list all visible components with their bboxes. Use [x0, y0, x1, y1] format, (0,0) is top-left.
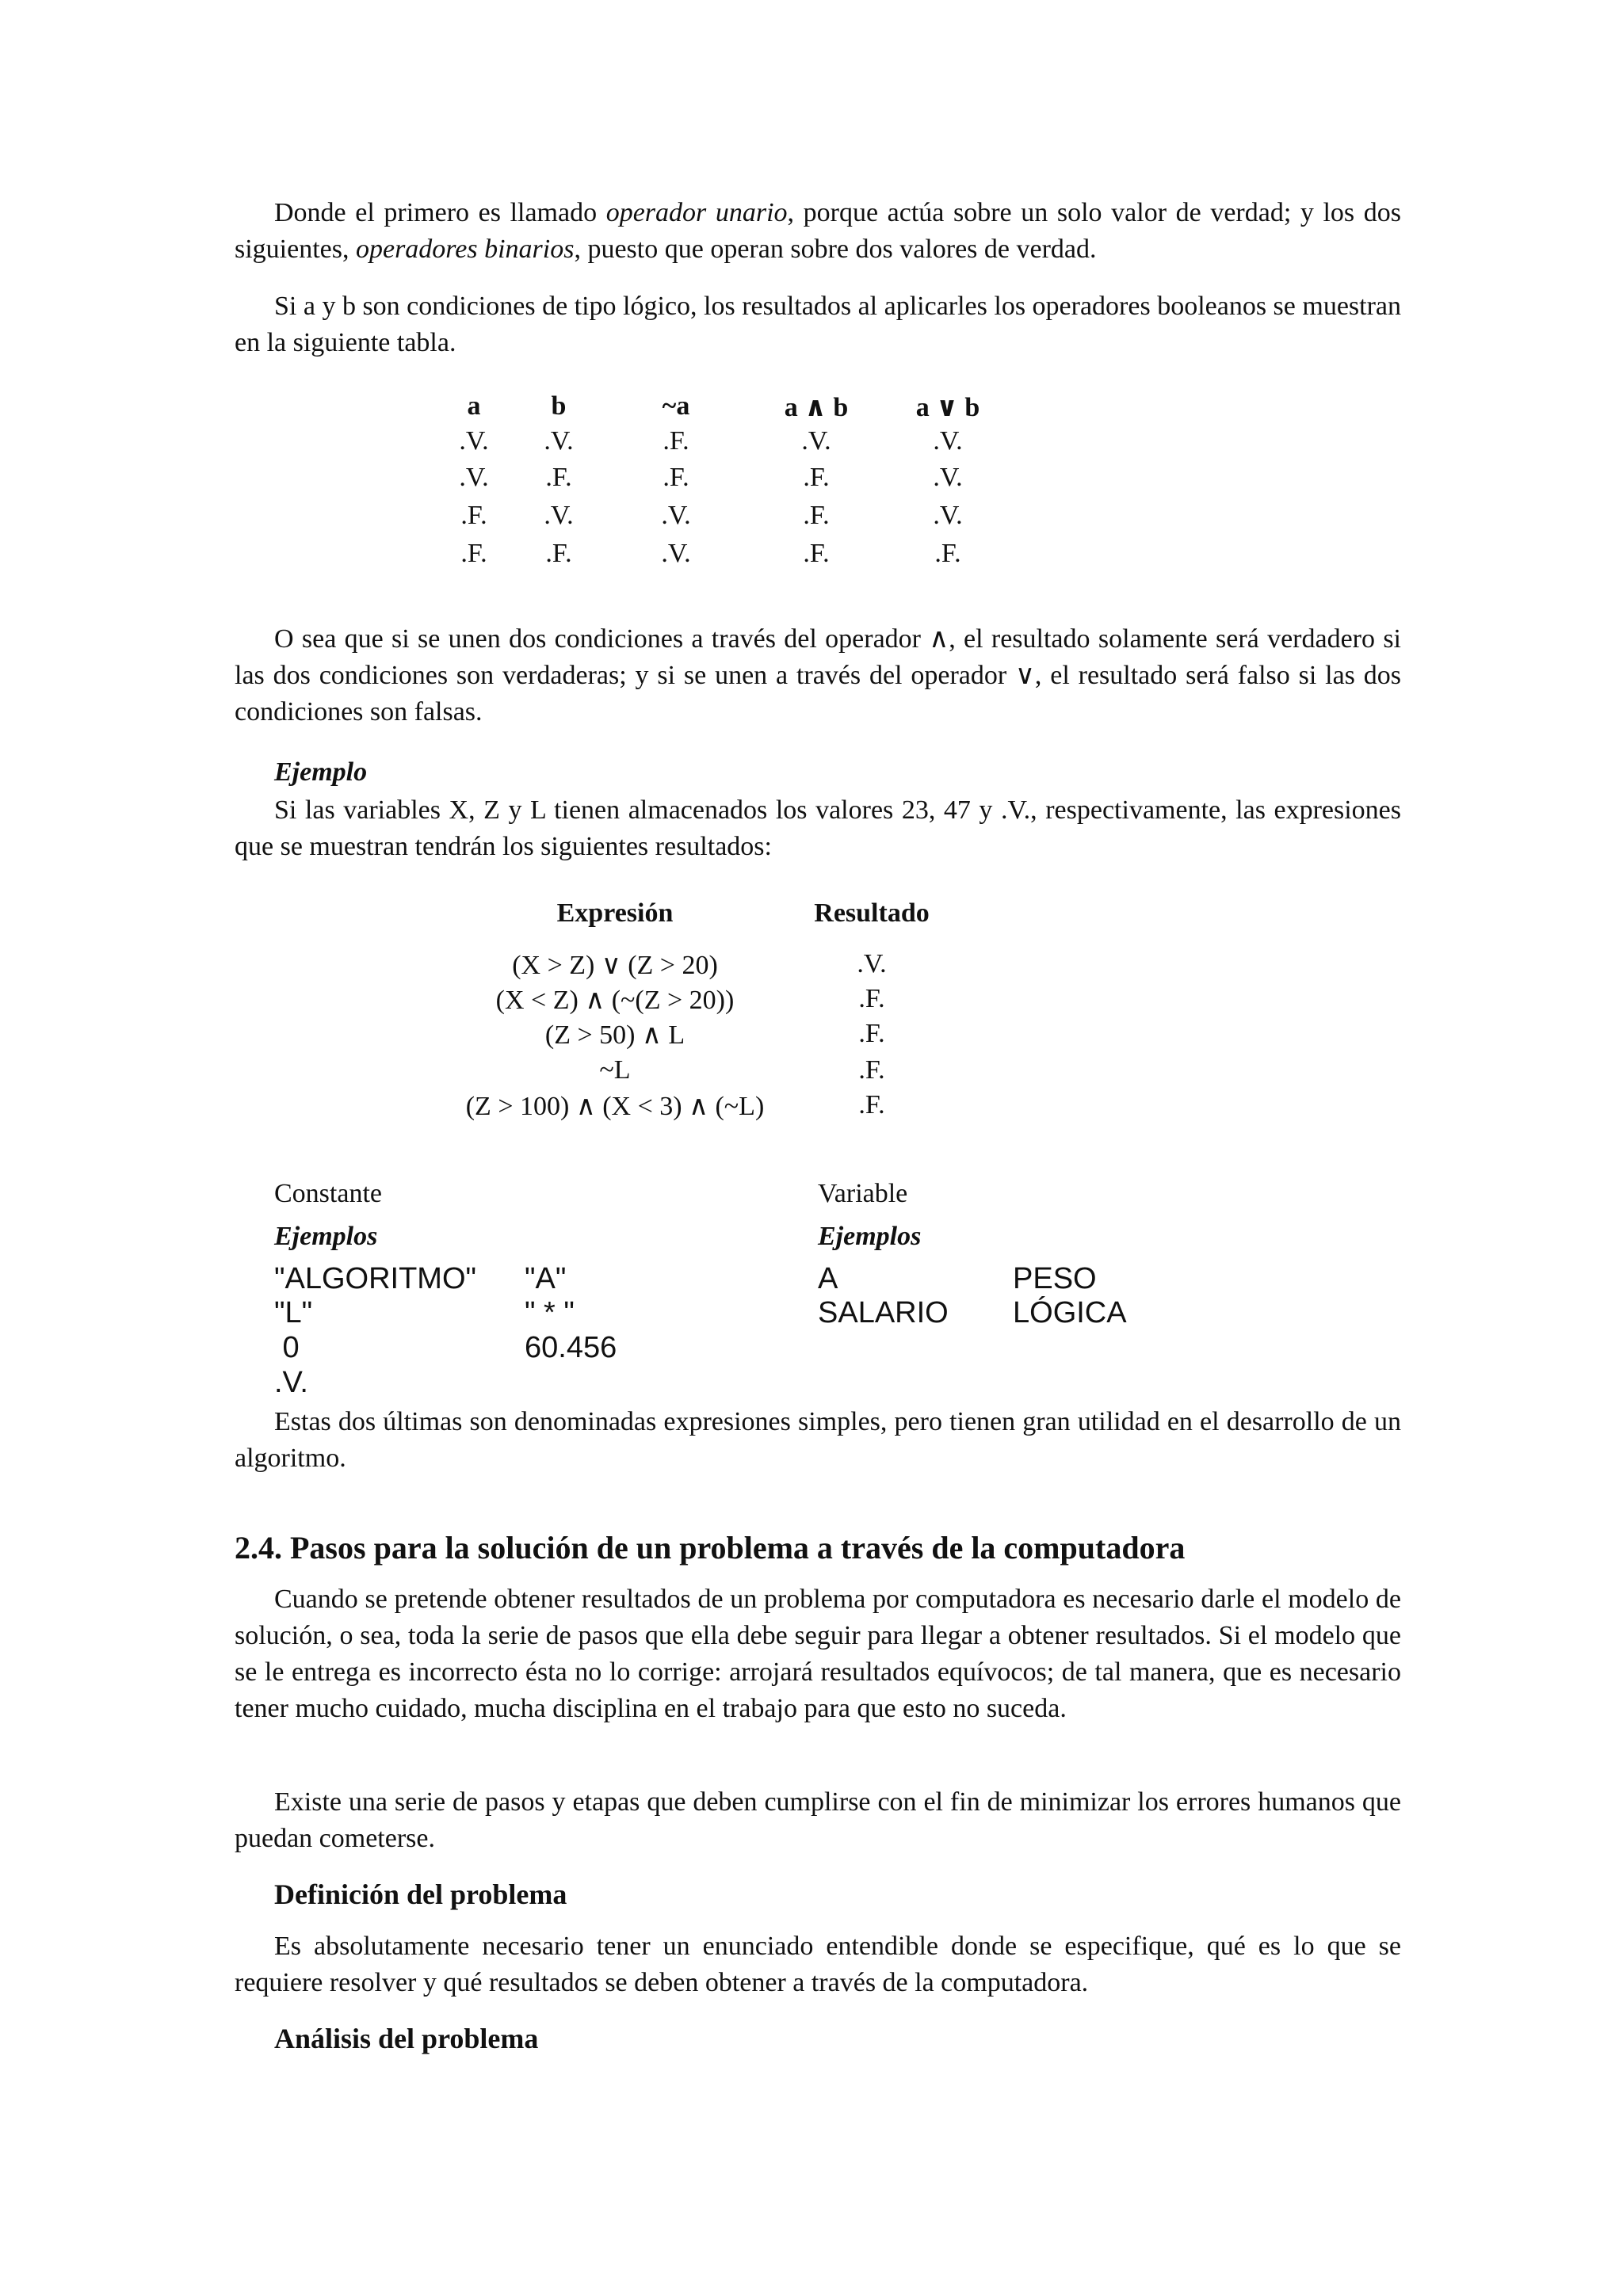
intro-p1-text-a: Donde el primero es llamado [274, 198, 606, 227]
truth-table-header-or: a ∨ b [915, 393, 980, 422]
truth-table-cell: .V. [933, 463, 963, 492]
truth-table-header-and: a ∧ b [784, 393, 849, 422]
constante-example: .V. [274, 1366, 308, 1399]
constante-label: Constante [274, 1179, 382, 1208]
truth-table-cell: .V. [661, 501, 691, 530]
truth-table-cell: .F. [934, 539, 961, 568]
section-p2-text: Existe una serie de pasos y etapas que deben cumplirse con el fin de minimizar los errores humanos que puedan cometerse. [235, 1787, 1401, 1853]
simple-expressions-text: Estas dos últimas son denominadas expresiones simples, pero tienen gran utilidad en el desarrollo de un algoritmo. [235, 1407, 1401, 1473]
section-paragraph-2 [235, 1784, 1401, 1857]
truth-table-cell: .F. [803, 539, 830, 568]
constante-examples-label: Ejemplos [274, 1222, 378, 1251]
variable-example: PESO [1013, 1262, 1097, 1295]
subsection-heading-definition: Definición del problema [274, 1878, 567, 1910]
simple-expressions-paragraph [235, 1404, 1401, 1477]
constante-example: "L" [274, 1296, 313, 1329]
intro-p2-text: Si a y b son condiciones de tipo lógico, los resultados al aplicarles los operadores booleanos se muestran en la siguiente tabla. [235, 292, 1402, 357]
variable-examples-label: Ejemplos [818, 1222, 922, 1251]
constante-example: " * " [525, 1296, 575, 1329]
intro-p1-text-e: , puesto que operan sobre dos valores de verdad. [574, 235, 1097, 264]
expression-cell: (X < Z) ∧ (~(Z > 20)) [495, 986, 735, 1015]
section-heading: 2.4. Pasos para la solución de un problema a través de la computadora [235, 1530, 1186, 1566]
intro-p1-term-unary: operador unario [605, 198, 788, 227]
truth-table-header-b: b [551, 391, 567, 421]
example-heading: Ejemplo [274, 757, 368, 787]
example-text: Si las variables X, Z y L tienen almacenados los valores 23, 47 y .V., respectivamente, las expresiones que se muestran tendrán los siguientes resultados: [235, 795, 1401, 861]
truth-table-cell: .F. [803, 501, 830, 530]
variable-label: Variable [818, 1179, 908, 1208]
truth-table-cell: .F. [545, 539, 572, 568]
expression-cell: ~L [599, 1055, 631, 1085]
result-cell: .V. [857, 949, 887, 978]
subsection-definition-text: Es absolutamente necesario tener un enunciado entendible donde se especifique, qué es lo que se requiere resolver y qué resultados se deben obtener a través de la computadora. [235, 1932, 1401, 1997]
intro-paragraph-2 [235, 288, 1401, 361]
constante-example: "ALGORITMO" [274, 1262, 476, 1295]
section-p1-text: Cuando se pretende obtener resultados de un problema por computadora es necesario darle el modelo de solución, o sea, toda la serie de pasos que ella debe seguir para llegar a obtener resultados. Si el modelo que se le entrega es incorrecto ésta no lo corrige: arrojará resultados equívocos; de tal manera, que es necesario tener mucho cuidado, mucha disciplina en el trabajo para que esto no suceda. [235, 1585, 1401, 1723]
truth-table-cell: .F. [460, 539, 487, 568]
constante-example: 60.456 [525, 1331, 617, 1364]
expression-table-header-expression: Expresión [556, 898, 674, 928]
explanation-text: O sea que si se unen dos condiciones a través del operador ∧, el resultado solamente será verdadero si las dos condiciones son verdaderas; y si se unen a través del operador ∨, el resultado será falso si las dos condiciones son falsas. [235, 624, 1401, 727]
truth-table-cell: .V. [801, 426, 831, 456]
truth-table-cell: .V. [933, 501, 963, 530]
constante-example: "A" [525, 1262, 567, 1295]
truth-table-cell: .F. [545, 463, 572, 492]
example-paragraph [235, 792, 1401, 865]
truth-table-cell: .V. [544, 501, 574, 530]
truth-table-cell: .F. [663, 426, 689, 456]
truth-table-cell: .F. [663, 463, 689, 492]
intro-p1-text-c: , porque actúa sobre un solo valor de verdad; y los dos siguientes, [235, 198, 1402, 264]
truth-table-header-a: a [467, 391, 481, 421]
explanation-paragraph [235, 621, 1401, 730]
result-cell: .F. [858, 1055, 885, 1085]
section-paragraph-1 [235, 1581, 1401, 1727]
variable-example: A [818, 1262, 838, 1295]
truth-table-cell: .V. [933, 426, 963, 456]
result-cell: .F. [858, 1090, 885, 1119]
expression-cell: (X > Z) ∨ (Z > 20) [512, 951, 718, 980]
truth-table-cell: .V. [661, 539, 691, 568]
result-cell: .F. [858, 984, 885, 1013]
truth-table-cell: .F. [460, 501, 487, 530]
constante-example: 0 [274, 1331, 300, 1364]
truth-table-cell: .V. [459, 426, 489, 456]
truth-table-header-not-a: ~a [662, 391, 690, 421]
truth-table-cell: .V. [459, 463, 489, 492]
truth-table-cell: .F. [803, 463, 830, 492]
result-cell: .F. [858, 1019, 885, 1048]
intro-p1-term-binary: operadores binarios [355, 235, 575, 264]
subsection-heading-analysis: Análisis del problema [274, 2023, 539, 2054]
intro-paragraph-1 [235, 195, 1401, 268]
expression-cell: (Z > 100) ∧ (X < 3) ∧ (~L) [465, 1092, 765, 1121]
expression-table-header-result: Resultado [814, 898, 930, 928]
subsection-paragraph-definition [235, 1928, 1401, 2001]
variable-example: SALARIO [818, 1296, 949, 1329]
variable-example: LÓGICA [1013, 1296, 1127, 1329]
truth-table-cell: .V. [544, 426, 574, 456]
expression-cell: (Z > 50) ∧ L [544, 1020, 685, 1050]
